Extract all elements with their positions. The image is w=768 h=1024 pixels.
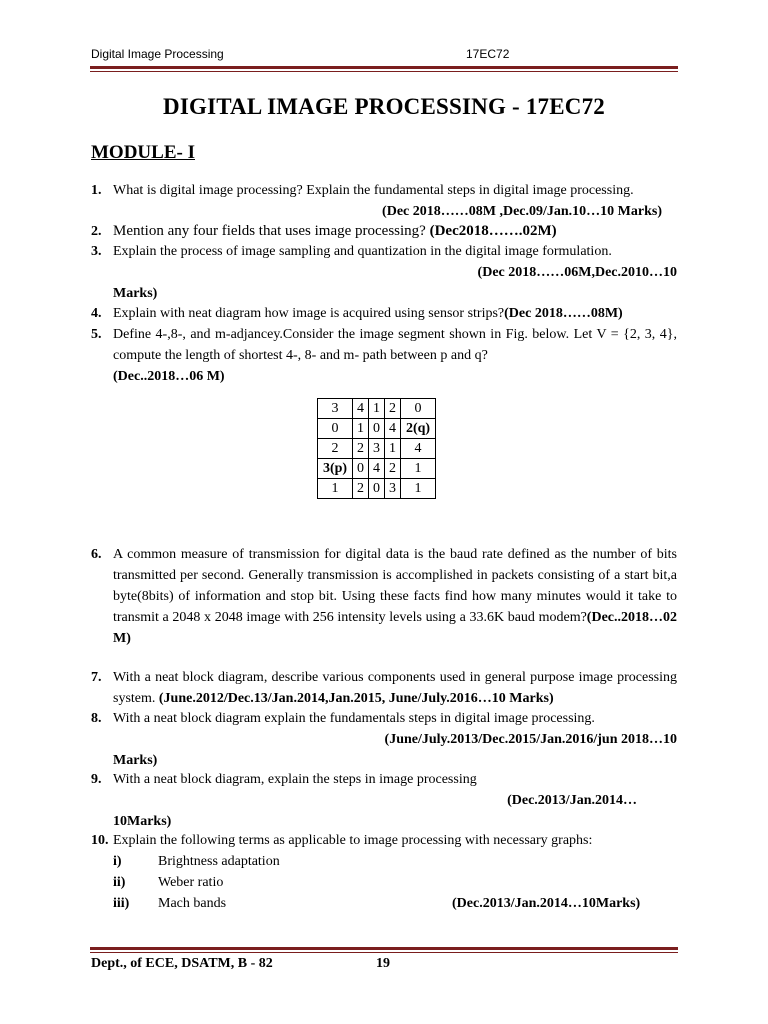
grid-cell: 3 (385, 479, 401, 499)
question-marks: (Dec..2018…06 M) (113, 369, 225, 384)
question-8 (91, 708, 677, 771)
question-5 (91, 324, 677, 387)
grid-cell: 1 (318, 479, 353, 499)
question-text: Mention any four fields that uses image processing? (113, 223, 426, 239)
question-marks: (Dec.2013/Jan.2014… (507, 793, 637, 808)
question-marks: (Dec2018…….02M) (429, 223, 557, 239)
grid-cell: 0 (369, 479, 385, 499)
running-header-code: 17EC72 (466, 47, 510, 61)
question-number: 1. (91, 183, 102, 198)
question-3 (91, 241, 677, 304)
header-rule-thin (90, 71, 678, 72)
question-1 (91, 180, 677, 222)
subitem-label: ii) (113, 875, 126, 890)
module-heading: MODULE- I (91, 142, 195, 163)
question-marks: (June/July.2013/Dec.2015/Jan.2016/jun 2018…10 (384, 732, 677, 747)
grid-cell: 2 (318, 439, 353, 459)
grid-cell: 4 (369, 459, 385, 479)
grid-cell-p: 3(p) (318, 459, 353, 479)
image-segment-grid (317, 398, 436, 499)
grid-cell: 3 (369, 439, 385, 459)
question-text: Define 4-,8-, and m-adjancey.Consider the image segment shown in Fig. below. Let V = {2, 3, 4}, compute the length of shortest 4-, 8- and m- path between p and q? (113, 327, 677, 363)
grid-cell: 3 (318, 399, 353, 419)
footer-rule-thin (90, 952, 678, 953)
question-text: What is digital image processing? Explain the fundamental steps in digital image processing. (113, 183, 634, 198)
footer-rule-thick (90, 947, 678, 950)
grid-row (318, 459, 436, 479)
grid-cell: 1 (401, 479, 436, 499)
running-header-title: Digital Image Processing (91, 47, 224, 61)
question-text: Explain with neat diagram how image is acquired using sensor strips? (113, 306, 505, 321)
question-marks: (Dec 2018……06M,Dec.2010…10 (477, 265, 677, 280)
question-number: 6. (91, 547, 102, 562)
grid-cell: 4 (401, 439, 436, 459)
question-6 (91, 544, 677, 649)
grid-cell: 0 (369, 419, 385, 439)
question-marks-tail: Marks) (113, 286, 158, 301)
question-marks-tail: 10Marks) (113, 814, 172, 829)
question-number: 9. (91, 772, 102, 787)
subitem-text: Mach bands (158, 896, 227, 911)
question-text: Explain the following terms as applicable to image processing with necessary graphs: (113, 833, 593, 848)
question-text: With a neat block diagram, explain the steps in image processing (113, 772, 477, 787)
question-text: Explain the process of image sampling and quantization in the digital image formulation. (113, 244, 612, 259)
question-number: 10. (91, 833, 109, 848)
question-marks: (Dec 2018……08M) (504, 306, 623, 321)
header-rule-thick (90, 66, 678, 69)
question-marks: (Dec 2018……08M ,Dec.09/Jan.10…10 Marks) (382, 204, 662, 219)
question-9 (91, 769, 677, 832)
grid-cell: 2 (353, 439, 369, 459)
grid-row (318, 439, 436, 459)
question-marks: (Dec..2018…02 M) (113, 610, 677, 646)
grid-cell: 0 (401, 399, 436, 419)
grid-row (318, 479, 436, 499)
question-number: 3. (91, 244, 102, 259)
page-title: DIGITAL IMAGE PROCESSING - 17EC72 (163, 94, 605, 119)
subitem-text: Weber ratio (158, 875, 224, 890)
grid-cell: 1 (369, 399, 385, 419)
grid-cell: 1 (401, 459, 436, 479)
question-number: 7. (91, 670, 102, 685)
grid-cell: 4 (353, 399, 369, 419)
question-2 (91, 221, 677, 242)
grid-cell: 4 (385, 419, 401, 439)
question-number: 2. (91, 224, 102, 239)
grid-cell: 0 (353, 459, 369, 479)
grid-cell: 1 (353, 419, 369, 439)
subitem-label: i) (113, 854, 122, 869)
grid-row (318, 399, 436, 419)
grid-cell: 0 (318, 419, 353, 439)
question-number: 4. (91, 306, 102, 321)
subitem-marks: (Dec.2013/Jan.2014…10Marks) (452, 896, 641, 911)
question-text: With a neat block diagram, describe various components used in general purpose image processing system. (113, 670, 677, 706)
footer-department: Dept., of ECE, DSATM, B - 82 (91, 956, 273, 971)
subitem-label: iii) (113, 896, 130, 911)
grid-cell: 2 (385, 399, 401, 419)
question-marks-tail: Marks) (113, 753, 158, 768)
question-4 (91, 303, 677, 324)
grid-cell: 2 (385, 459, 401, 479)
grid-row (318, 419, 436, 439)
question-10 (91, 830, 677, 851)
question-marks: (June.2012/Dec.13/Jan.2014,Jan.2015, June/July.2016…10 Marks) (158, 691, 554, 706)
grid-cell: 1 (385, 439, 401, 459)
question-number: 8. (91, 711, 102, 726)
page-number: 19 (376, 956, 390, 971)
grid-cell: 2 (353, 479, 369, 499)
question-text: With a neat block diagram explain the fundamentals steps in digital image processing. (113, 711, 595, 726)
subitem-text: Brightness adaptation (158, 854, 280, 869)
question-text: A common measure of transmission for digital data is the baud rate defined as the number of bits transmitted per second. Generally transmission is accomplished in packets consisting of a start bit,a byte(8bits) of information and stop bit. Using these facts find how many minutes would it take to transmit a 2048 x 2048 image with 256 intensity levels using a 33.6K baud modem? (113, 547, 677, 625)
question-number: 5. (91, 327, 102, 342)
question-7 (91, 667, 677, 709)
grid-cell-q: 2(q) (401, 419, 436, 439)
